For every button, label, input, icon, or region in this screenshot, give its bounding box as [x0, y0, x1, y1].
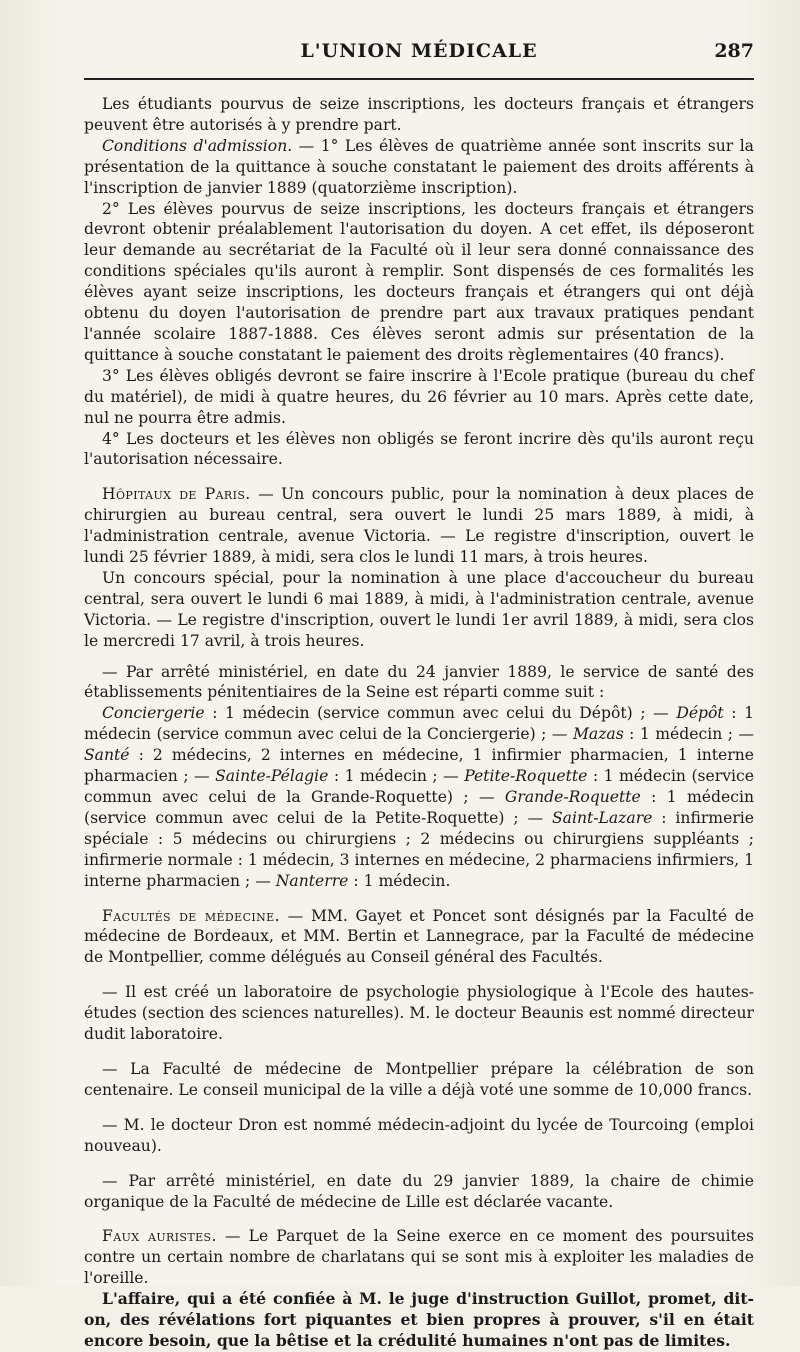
paragraph-accoucheur: Un concours spécial, pour la nomination à une place d'accoucheur du bureau central, sera ouvert le lundi 6 mai 1889, à midi, à l'administration centrale, avenue Victoria. — Le registre d'inscription, ouvert le lundi 1er avril 1889, à midi, sera clos le mercredi 17 avril, à trois heures. — [84, 568, 754, 650]
service-detail: : 1 médecin (service commun avec celui de la Conciergerie) ; — — [84, 704, 754, 744]
conditions-label: Conditions d'admission. — [102, 136, 293, 155]
paragraph-affaire: L'affaire, qui a été confiée à M. le juge d'instruction Guillot, promet, dit-on, des révélations fort piquantes et bien propres à prouver, s'il en était encore besoin, que la bêtise et la crédulité humaines n'ont pas de limites. — [84, 1289, 754, 1350]
service-detail: : 1 médecin (service commun avec celui du Dépôt) ; — — [204, 704, 677, 723]
faux-auristes-text: — Le Parquet de la Seine exerce en ce moment des poursuites contre un certain nombre de charlatans qui se sont mis à exploiter les maladies de l'oreille. — [84, 1227, 754, 1288]
service-name: Conciergerie — [102, 704, 205, 723]
conditions-text: — 1° Les élèves de quatrième année sont inscrits sur la présentation de la quittance à souche constatant le paiement des droits afférents à l'inscription de janvier 1889 (quatorzième inscription). — [84, 136, 754, 197]
page-number: 287 — [714, 40, 754, 62]
paragraph-lille: — Par arrêté ministériel, en date du 29 janvier 1889, la chaire de chimie organique de la Faculté de médecine de Lille est déclarée vacante. — [84, 1171, 754, 1211]
paragraph-students: Les étudiants pourvus de seize inscriptions, les docteurs français et étrangers peuvent être autorisés à y prendre part. — [84, 95, 754, 134]
facultes-label: Facultés de médecine. — [102, 906, 280, 925]
paragraph-condition-4: 4° Les docteurs et les élèves non obligés se feront incrire dès qu'ils auront reçu l'autorisation nécessaire. — [84, 429, 754, 469]
service-name: Mazas — [572, 725, 624, 744]
paragraph-hopitaux — [84, 484, 754, 568]
faux-auristes-label: Faux auristes. — [102, 1227, 217, 1246]
service-detail: : 1 médecin (service commun avec celui de la Petite-Roquette) ; — — [84, 788, 754, 827]
service-name: Saint-Lazare — [551, 808, 653, 827]
facultes-text: — MM. Gayet et Poncet sont désignés par la Faculté de médecine de Bordeaux, et MM. Bertin et Lannegrace, par la Faculté de médecine de Montpellier, comme délégués au Conseil général des Facultés. — [84, 906, 754, 967]
header-rule — [84, 78, 754, 80]
paragraph-facultes — [84, 906, 754, 969]
paragraph-faux-auristes — [84, 1226, 754, 1289]
service-name: Sainte-Pélagie — [215, 767, 329, 786]
service-name: Petite-Roquette — [464, 767, 588, 786]
service-detail: : 1 médecin ; — — [328, 767, 465, 786]
paragraph-arrete-penitentiaire: — Par arrêté ministériel, en date du 24 janvier 1889, le service de santé des établissements pénitentiaires de la Seine est réparti comme suit : — [84, 662, 754, 702]
article-body — [84, 94, 754, 1352]
service-name: Santé — [84, 746, 130, 765]
hopitaux-text: — Un concours public, pour la nomination à deux places de chirurgien au bureau central, sera ouvert le lundi 25 mars 1889, à midi, à l'administration centrale, avenue Victoria. — Le registre d'inscription, ouvert le lundi 25 février 1889, à midi, sera clos le lundi 11 mars, à trois heures. — [84, 485, 754, 567]
page-header — [84, 38, 754, 72]
service-detail: : 1 médecin ; — — [623, 725, 754, 744]
service-detail: : 2 médecins, 2 internes en médecine, 1 infirmier pharmacien, 1 interne pharmacien ; — — [84, 746, 754, 786]
paragraph-conditions — [84, 136, 754, 199]
hopitaux-label: Hôpitaux de Paris. — [102, 485, 251, 504]
service-detail: : 1 médecin. — [348, 871, 451, 890]
paragraph-dron: — M. le docteur Dron est nommé médecin-adjoint du lycée de Tourcoing (emploi nouveau). — [84, 1115, 754, 1155]
paragraph-condition-3: 3° Les élèves obligés devront se faire inscrire à l'Ecole pratique (bureau du chef du matériel), de midi à quatre heures, du 26 février au 10 mars. Après cette date, nul ne pourra être admis. — [84, 366, 754, 427]
running-title: L'UNION MÉDICALE — [300, 40, 538, 62]
paragraph-condition-2: 2° Les élèves pourvus de seize inscriptions, les docteurs français et étrangers devront obtenir préalablement l'autorisation du doyen. A cet effet, ils déposeront leur demande au secrétariat de la Faculté où il leur sera donné connaissance des conditions spéciales qu'ils auront à remplir. Sont dispensés de ces formalités les élèves ayant seize inscriptions, les docteurs français et étrangers qui ont déjà obtenu du doyen l'autorisation de prendre part aux travaux pratiques pendant l'année scolaire 1887-1888. Ces élèves seront admis sur présentation de la quittance à souche constatant le paiement des droits règlementaires (40 francs). — [84, 199, 754, 364]
paragraph-montpellier: — La Faculté de médecine de Montpellier prépare la célébration de son centenaire. Le conseil municipal de la ville a déjà voté une somme de 10,000 francs. — [84, 1059, 754, 1099]
service-name: Dépôt — [676, 704, 724, 723]
service-detail: : infirmerie spéciale : 5 médecins ou chirurgiens ; 2 médecins ou chirurgiens suppléants ; infirmerie normale : 1 médecin, 3 internes en médecine, 2 pharmaciens infirmiers, 1 interne pharmacien ; — — [84, 808, 754, 890]
paragraph-laboratoire: — Il est créé un laboratoire de psychologie physiologique à l'Ecole des hautes-études (section des sciences naturelles). M. le docteur Beaunis est nommé directeur dudit laboratoire. — [84, 983, 754, 1044]
service-name: Nanterre — [275, 871, 349, 890]
service-name: Grande-Roquette — [504, 788, 641, 806]
paragraph-services-list — [84, 703, 754, 891]
service-detail: : 1 médecin (service commun avec celui de la Grande-Roquette) ; — — [84, 767, 754, 806]
